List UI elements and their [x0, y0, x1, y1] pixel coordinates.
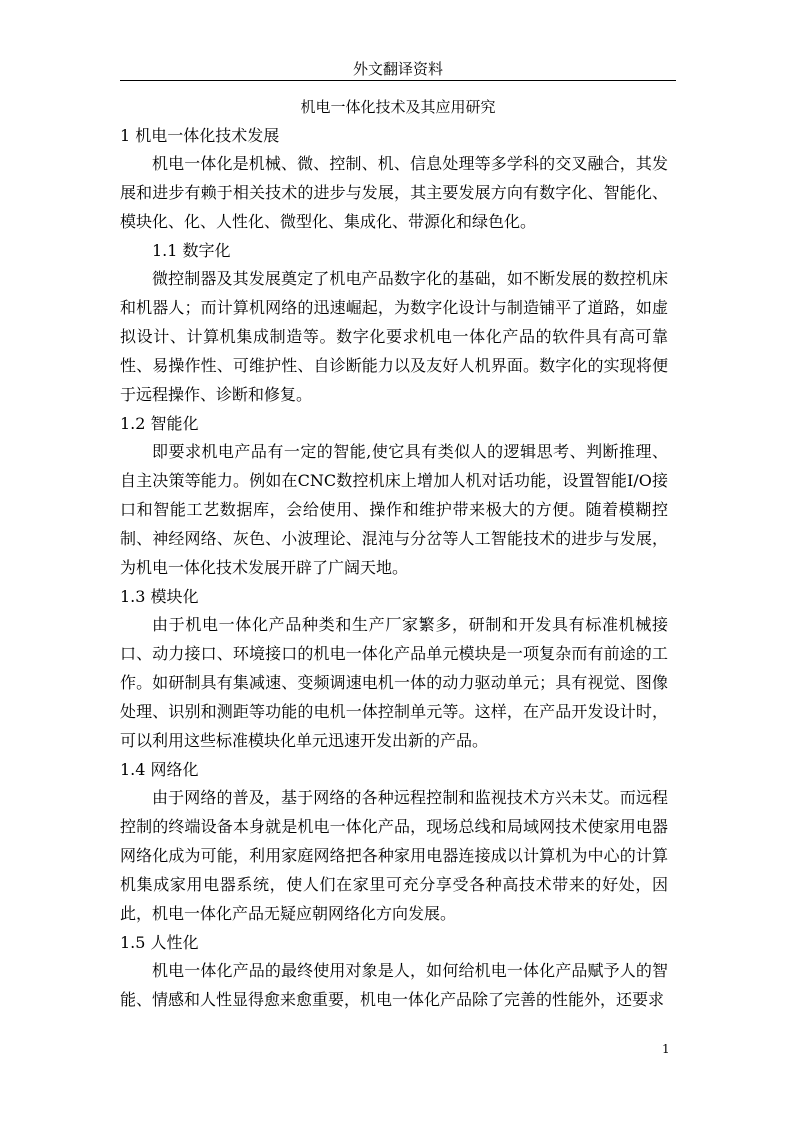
paragraph: 微控制器及其发展奠定了机电产品数字化的基础，如不断发展的数控机床和机器人；而计算机网络的迅速崛起，为数字化设计与制造铺平了道路，如虚拟设计、计算机集成制造等。数字化要求机电一体化产品的软件具有高可靠性、易操作性、可维护性、自诊断能力以及友好人机界面。数字化的实现将便于远程操作、诊断和修复。 [120, 268, 668, 405]
paragraph: 机电一体化产品的最终使用对象是人，如何给机电一体化产品赋予人的智能、情感和人性显得愈来愈重要，机电一体化产品除了完善的性能外，还要求 [120, 960, 668, 1009]
running-header: 外文翻译资料 [352, 60, 443, 78]
document-body [120, 122, 668, 1014]
paragraph: 即要求机电产品有一定的智能,使它具有类似人的逻辑思考、判断推理、自主决策等能力。例如在CNC数控机床上增加人机对话功能，设置智能I/O接口和智能工艺数据库，会给使用、操作和维护带来极大的方便。随着模糊控制、神经网络、灰色、小波理论、混沌与分岔等人工智能技术的进步与发展，为机电一体化技术发展开辟了广阔天地。 [120, 441, 668, 578]
section-heading: 1 机电一体化技术发展 [120, 126, 280, 145]
page-number: 1 [662, 1042, 670, 1056]
document-title: 机电一体化技术及其应用研究 [300, 98, 496, 116]
subsection-heading: 1.4 网络化 [120, 759, 199, 779]
paragraph: 机电一体化是机械、微、控制、机、信息处理等多学科的交叉融合，其发展和进步有赖于相关技术的进步与发展，其主要发展方向有数字化、智能化、模块化、化、人性化、微型化、集成化、带源化和绿色化。 [120, 154, 668, 232]
header-rule [120, 80, 676, 81]
subsection-heading: 1.1 数字化 [152, 240, 231, 260]
paragraph: 由于机电一体化产品种类和生产厂家繁多，研制和开发具有标准机械接口、动力接口、环境接口的机电一体化产品单元模块是一项复杂而有前途的工作。如研制具有集减速、变频调速电机一体的动力驱动单元；具有视觉、图像处理、识别和测距等功能的电机一体控制单元等。这样，在产品开发设计时，可以利用这些标准模块化单元迅速开发出新的产品。 [120, 614, 668, 751]
paragraph: 由于网络的普及，基于网络的各种远程控制和监视技术方兴未艾。而远程控制的终端设备本身就是机电一体化产品，现场总线和局域网技术使家用电器网络化成为可能，利用家庭网络把各种家用电器连接成以计算机为中心的计算机集成家用电器系统，使人们在家里可充分享受各种高技术带来的好处，因此，机电一体化产品无疑应朝网络化方向发展。 [120, 787, 668, 924]
subsection-heading: 1.3 模块化 [120, 586, 199, 606]
subsection-heading: 1.5 人性化 [120, 932, 199, 952]
subsection-heading: 1.2 智能化 [120, 413, 199, 433]
